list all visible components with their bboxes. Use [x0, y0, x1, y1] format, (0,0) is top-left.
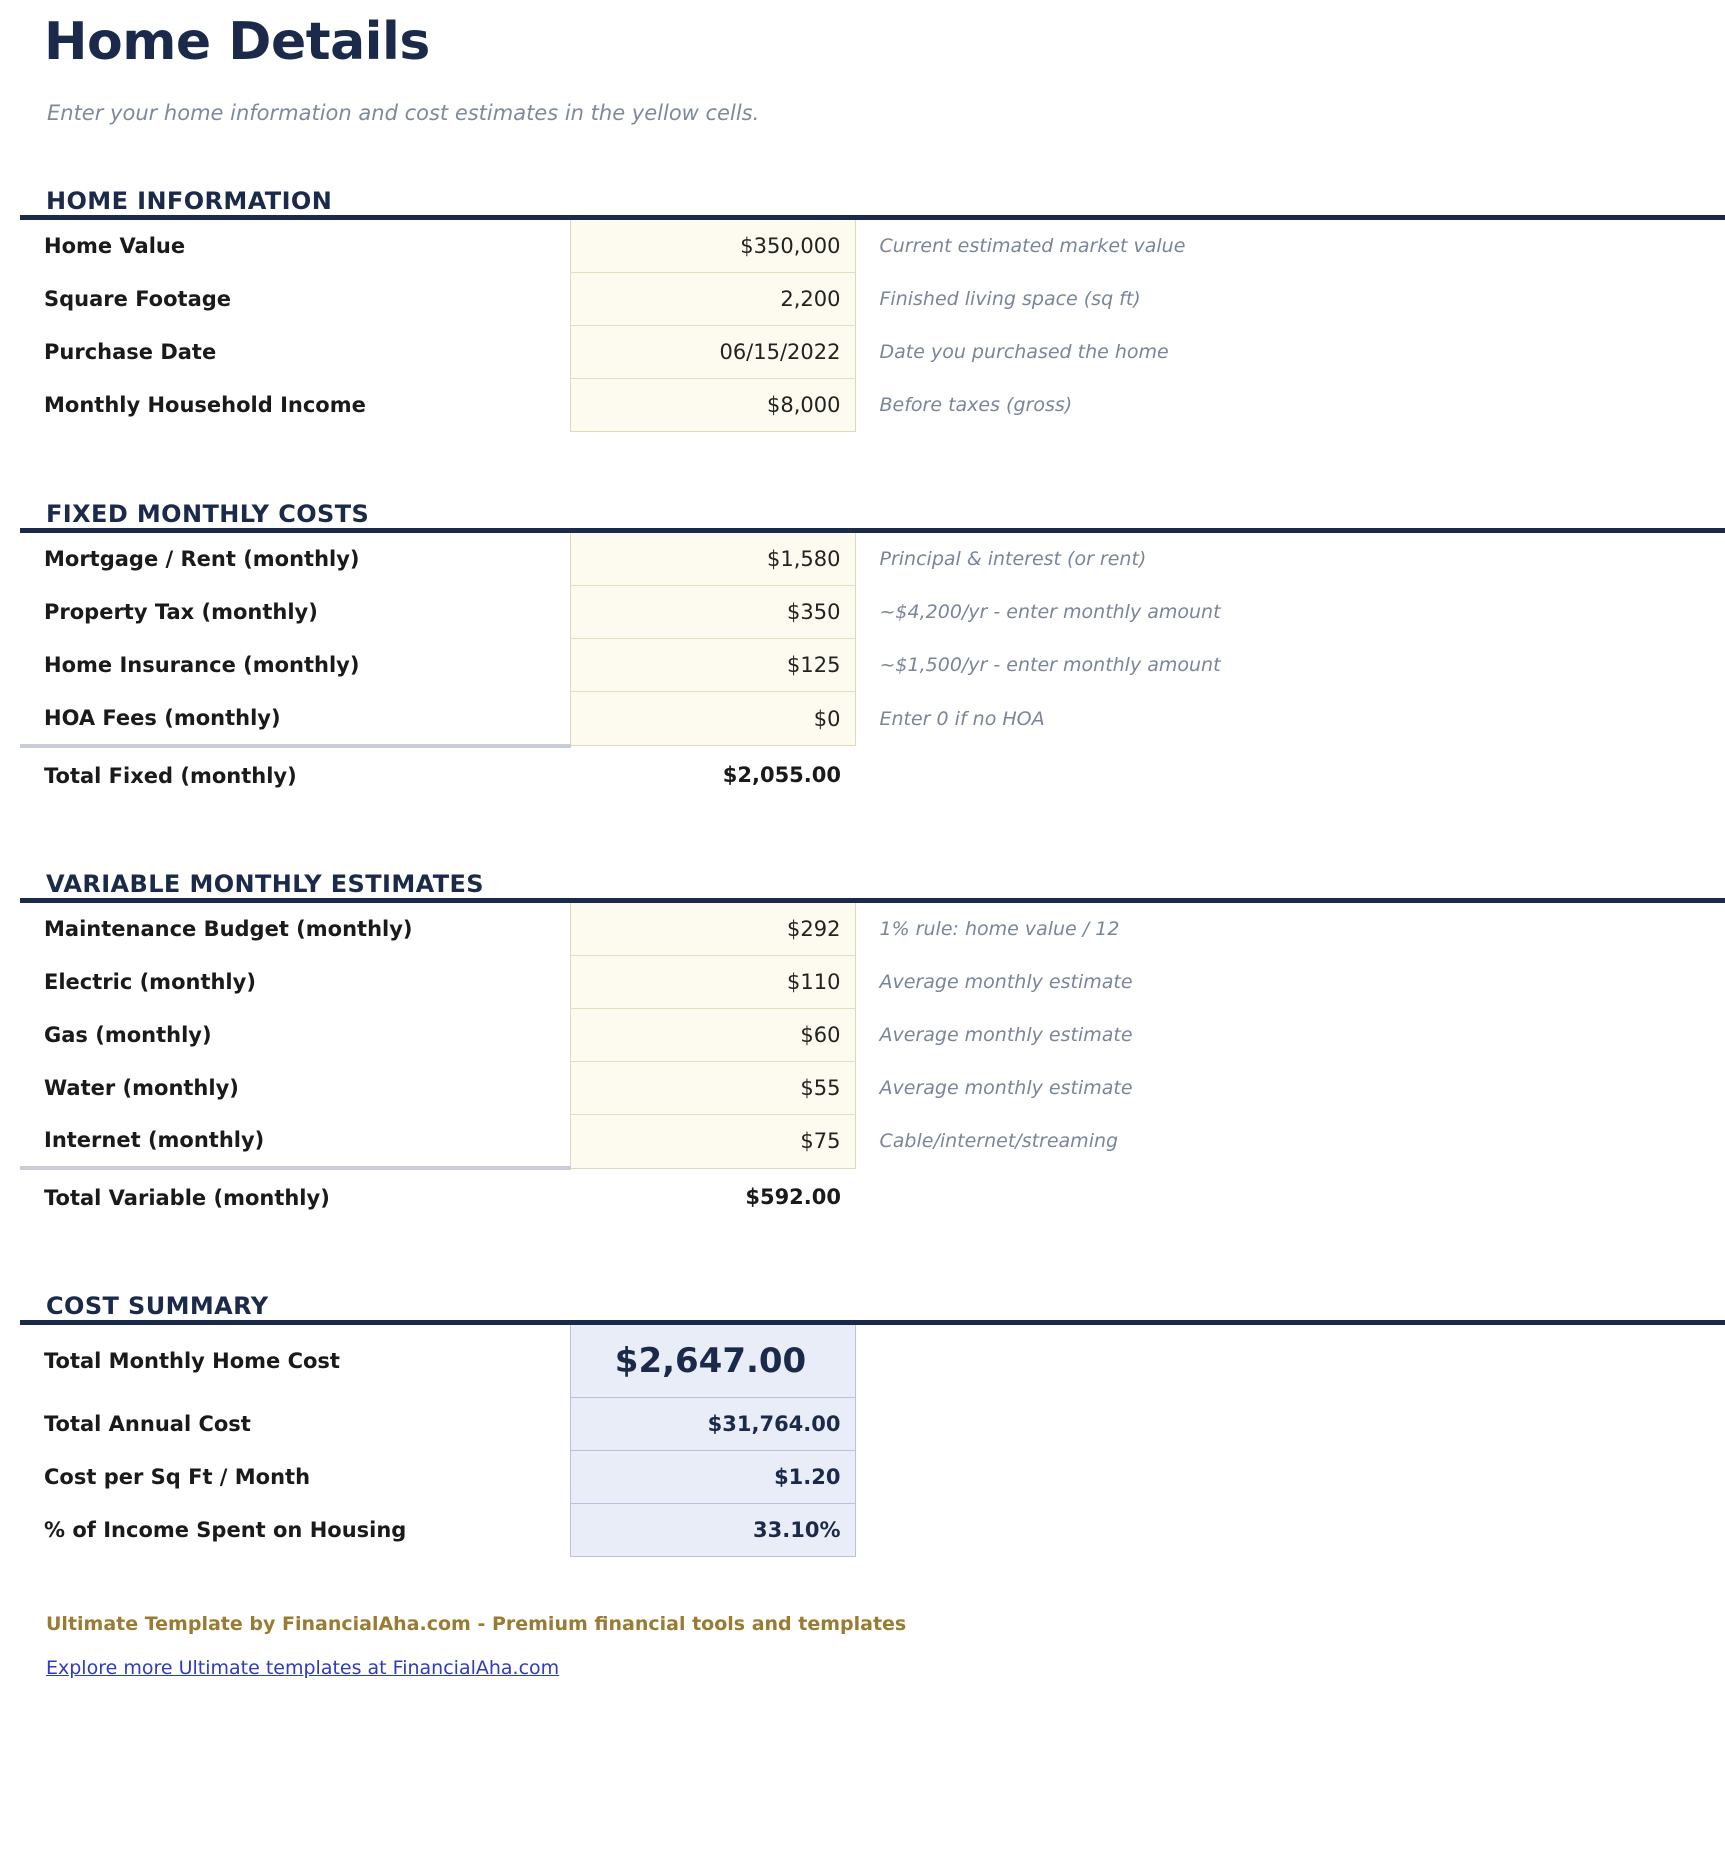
input-cell-water[interactable]: $55 [570, 1061, 855, 1114]
row-hint: Finished living space (sq ft) [879, 288, 1141, 310]
input-cell-hoa-fees[interactable]: $0 [570, 692, 855, 746]
table-row [20, 326, 1725, 379]
row-label: Gas (monthly) [44, 1022, 212, 1047]
row-hint: Cable/internet/streaming [879, 1130, 1119, 1152]
row-hint [855, 1451, 1725, 1504]
input-cell-mortgage-rent[interactable]: $1,580 [570, 533, 855, 586]
row-hint: Enter 0 if no HOA [879, 707, 1045, 730]
table-row [20, 903, 1725, 956]
row-label: Purchase Date [44, 340, 217, 364]
row-hint: ~$4,200/yr - enter monthly amount [879, 601, 1221, 623]
table-row [20, 220, 1725, 273]
row-label: Maintenance Budget (monthly) [44, 916, 413, 941]
row-hint: 1% rule: home value / 12 [879, 917, 1120, 940]
row-hint: Principal & interest (or rent) [879, 548, 1147, 571]
table-row [20, 586, 1725, 639]
row-label: % of Income Spent on Housing [44, 1518, 407, 1542]
row-label: HOA Fees (monthly) [44, 705, 281, 730]
page-subtitle: Enter your home information and cost estimates in the yellow cells. [47, 101, 760, 125]
total-hint [855, 1168, 1725, 1224]
row-hint: Date you purchased the home [879, 341, 1169, 363]
section-heading-variable-monthly-estimates: VARIABLE MONTHLY ESTIMATES [46, 869, 484, 898]
total-row-fixed [20, 746, 1725, 802]
summary-value-total-monthly-home-cost: $2,647.00 [570, 1325, 855, 1398]
total-row-variable [20, 1168, 1725, 1224]
row-label: Cost per Sq Ft / Month [44, 1465, 311, 1489]
input-cell-home-value[interactable]: $350,000 [570, 220, 855, 273]
row-hint: Average monthly estimate [879, 970, 1133, 993]
row-label: Property Tax (monthly) [44, 600, 318, 624]
summary-value-cost-per-sq-ft-month: $1.20 [570, 1451, 855, 1504]
total-hint [855, 746, 1725, 802]
summary-value-percent-income-spent-on-housing: 33.10% [570, 1504, 855, 1557]
input-cell-electric[interactable]: $110 [570, 955, 855, 1008]
row-label: Total Annual Cost [44, 1412, 251, 1436]
table-row [20, 955, 1725, 1008]
summary-row-total-annual [20, 1398, 1725, 1451]
row-hint [855, 1504, 1725, 1557]
table-variable-monthly-estimates [20, 898, 1725, 1225]
row-label: Internet (monthly) [44, 1128, 265, 1152]
footer-note: Ultimate Template by FinancialAha.com - Premium financial tools and templates [46, 1613, 907, 1635]
row-hint: ~$1,500/yr - enter monthly amount [879, 654, 1221, 676]
table-row [20, 533, 1725, 586]
row-label: Water (monthly) [44, 1075, 239, 1100]
summary-value-total-annual-cost: $31,764.00 [570, 1398, 855, 1451]
table-row [20, 1114, 1725, 1168]
input-cell-square-footage[interactable]: 2,200 [570, 273, 855, 326]
row-hint [855, 1398, 1725, 1451]
row-hint: Average monthly estimate [879, 1023, 1133, 1046]
row-hint: Before taxes (gross) [879, 394, 1073, 416]
page-title: Home Details [44, 12, 430, 72]
row-label: Electric (monthly) [44, 969, 256, 994]
section-heading-cost-summary: COST SUMMARY [46, 1292, 269, 1320]
footer-link[interactable]: Explore more Ultimate templates at FinancialAha.com [46, 1657, 560, 1679]
section-heading-fixed-monthly-costs: FIXED MONTHLY COSTS [46, 500, 370, 528]
total-value-fixed: $2,055.00 [570, 746, 855, 802]
input-cell-maintenance-budget[interactable]: $292 [570, 903, 855, 956]
table-fixed-monthly-costs [20, 528, 1725, 802]
input-cell-gas[interactable]: $60 [570, 1008, 855, 1061]
total-label: Total Variable (monthly) [20, 1168, 570, 1224]
table-row [20, 273, 1725, 326]
row-label: Home Value [44, 234, 186, 259]
table-row [20, 1008, 1725, 1061]
summary-row-cost-per-sqft [20, 1451, 1725, 1504]
row-label: Square Footage [44, 287, 232, 311]
table-row [20, 692, 1725, 746]
footer [0, 1557, 1725, 1679]
row-label: Mortgage / Rent (monthly) [44, 547, 360, 572]
input-cell-home-insurance[interactable]: $125 [570, 639, 855, 692]
table-cost-summary [20, 1320, 1725, 1557]
table-row [20, 639, 1725, 692]
row-label: Home Insurance (monthly) [44, 653, 360, 677]
row-label: Monthly Household Income [44, 393, 366, 417]
row-hint [855, 1325, 1725, 1398]
row-label: Total Monthly Home Cost [44, 1349, 340, 1374]
table-row [20, 379, 1725, 432]
input-cell-internet[interactable]: $75 [570, 1114, 855, 1168]
row-hint: Current estimated market value [879, 235, 1186, 258]
table-row [20, 1061, 1725, 1114]
row-hint: Average monthly estimate [879, 1076, 1133, 1099]
input-cell-property-tax[interactable]: $350 [570, 586, 855, 639]
summary-row-total-monthly [20, 1325, 1725, 1398]
total-value-variable: $592.00 [570, 1168, 855, 1224]
table-home-information [20, 215, 1725, 432]
section-heading-home-information: HOME INFORMATION [46, 187, 333, 215]
input-cell-monthly-household-income[interactable]: $8,000 [570, 379, 855, 432]
total-label: Total Fixed (monthly) [20, 746, 570, 802]
summary-row-percent-income [20, 1504, 1725, 1557]
input-cell-purchase-date[interactable]: 06/15/2022 [570, 326, 855, 379]
